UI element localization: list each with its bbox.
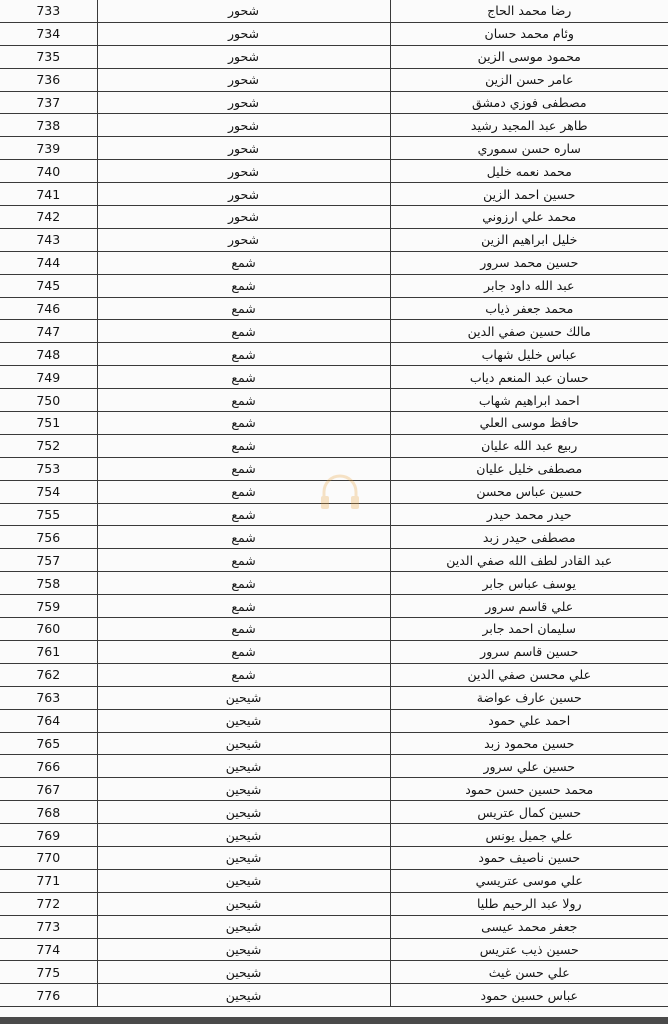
town-cell: شمع [97, 663, 390, 686]
table-row [0, 755, 668, 778]
town-cell: شمع [97, 297, 390, 320]
row-number: 757 [0, 549, 97, 572]
town-cell: شحور [97, 183, 390, 206]
person-name-cell: حسين عارف عواضة [390, 686, 668, 709]
table-row [0, 618, 668, 641]
person-name-cell: مصطفى خليل عليان [390, 457, 668, 480]
town-cell: شمع [97, 434, 390, 457]
town-cell: شمع [97, 526, 390, 549]
person-name-cell: حسين قاسم سرور [390, 640, 668, 663]
row-number: 733 [0, 0, 97, 22]
row-number: 772 [0, 892, 97, 915]
table-row [0, 91, 668, 114]
table-row [0, 663, 668, 686]
row-number: 752 [0, 434, 97, 457]
town-cell: شمع [97, 457, 390, 480]
town-cell: شمع [97, 343, 390, 366]
town-cell: شيحين [97, 915, 390, 938]
table-row [0, 846, 668, 869]
row-number: 771 [0, 869, 97, 892]
town-cell: شيحين [97, 755, 390, 778]
town-cell: شيحين [97, 846, 390, 869]
row-number: 739 [0, 137, 97, 160]
person-name-cell: محمد حسين حسن حمود [390, 778, 668, 801]
person-name-cell: ربيع عبد الله عليان [390, 434, 668, 457]
table-row [0, 183, 668, 206]
table-row [0, 0, 668, 22]
town-cell: شمع [97, 618, 390, 641]
person-name-cell: مصطفى حيدر زبد [390, 526, 668, 549]
town-cell: شحور [97, 45, 390, 68]
row-number: 756 [0, 526, 97, 549]
table-row [0, 297, 668, 320]
table-row [0, 366, 668, 389]
person-name-cell: ساره حسن سموري [390, 137, 668, 160]
table-row [0, 801, 668, 824]
person-name-cell: حسين عباس محسن [390, 480, 668, 503]
person-name-cell: محمد علي ارزوني [390, 206, 668, 229]
table-row [0, 686, 668, 709]
town-cell: شمع [97, 366, 390, 389]
row-number: 751 [0, 412, 97, 435]
person-name-cell: عبد الله داود جابر [390, 274, 668, 297]
person-name-cell: حسين احمد الزين [390, 183, 668, 206]
table-row [0, 709, 668, 732]
row-number: 750 [0, 389, 97, 412]
table-row [0, 45, 668, 68]
town-cell: شمع [97, 572, 390, 595]
table-row [0, 137, 668, 160]
town-cell: شمع [97, 595, 390, 618]
town-cell: شحور [97, 137, 390, 160]
town-cell: شحور [97, 68, 390, 91]
row-number: 773 [0, 915, 97, 938]
person-name-cell: حسين محمد سرور [390, 251, 668, 274]
table-row [0, 915, 668, 938]
person-name-cell: علي محسن صفي الدين [390, 663, 668, 686]
row-number: 743 [0, 228, 97, 251]
person-name-cell: علي حسن غيث [390, 961, 668, 984]
row-number: 775 [0, 961, 97, 984]
row-number: 762 [0, 663, 97, 686]
person-name-cell: حسين محمود زبد [390, 732, 668, 755]
person-name-cell: سليمان احمد جابر [390, 618, 668, 641]
town-cell: شيحين [97, 732, 390, 755]
person-name-cell: محمد نعمه خليل [390, 160, 668, 183]
table-row [0, 961, 668, 984]
town-cell: شحور [97, 91, 390, 114]
table-row [0, 526, 668, 549]
table-row [0, 640, 668, 663]
person-name-cell: احمد علي حمود [390, 709, 668, 732]
table-row [0, 389, 668, 412]
person-name-cell: علي قاسم سرور [390, 595, 668, 618]
person-name-cell: عباس خليل شهاب [390, 343, 668, 366]
table-row [0, 732, 668, 755]
row-number: 769 [0, 824, 97, 847]
table-row [0, 778, 668, 801]
row-number: 776 [0, 984, 97, 1007]
table-row [0, 984, 668, 1007]
person-name-cell: طاهر عبد المجيد رشيد [390, 114, 668, 137]
row-number: 735 [0, 45, 97, 68]
person-name-cell: حسان عبد المنعم دياب [390, 366, 668, 389]
table-row [0, 22, 668, 45]
row-number: 748 [0, 343, 97, 366]
town-cell: شمع [97, 549, 390, 572]
row-number: 770 [0, 846, 97, 869]
person-name-cell: مالك حسين صفي الدين [390, 320, 668, 343]
town-cell: شيحين [97, 709, 390, 732]
town-cell: شمع [97, 274, 390, 297]
person-name-cell: حسين كمال عتريس [390, 801, 668, 824]
table-row [0, 938, 668, 961]
person-name-cell: محمود موسى الزين [390, 45, 668, 68]
row-number: 738 [0, 114, 97, 137]
row-number: 741 [0, 183, 97, 206]
bottom-edge-bar [0, 1017, 668, 1024]
town-cell: شمع [97, 503, 390, 526]
person-name-cell: جعفر محمد عيسى [390, 915, 668, 938]
row-number: 734 [0, 22, 97, 45]
row-number: 755 [0, 503, 97, 526]
town-cell: شحور [97, 206, 390, 229]
table-row [0, 892, 668, 915]
row-number: 740 [0, 160, 97, 183]
table-row [0, 549, 668, 572]
town-cell: شيحين [97, 686, 390, 709]
row-number: 759 [0, 595, 97, 618]
row-number: 763 [0, 686, 97, 709]
town-cell: شيحين [97, 984, 390, 1007]
town-cell: شيحين [97, 778, 390, 801]
town-cell: شمع [97, 640, 390, 663]
row-number: 768 [0, 801, 97, 824]
row-number: 764 [0, 709, 97, 732]
town-cell: شمع [97, 251, 390, 274]
town-cell: شحور [97, 114, 390, 137]
town-cell: شيحين [97, 938, 390, 961]
row-number: 742 [0, 206, 97, 229]
town-cell: شمع [97, 389, 390, 412]
person-name-cell: عبد القادر لطف الله صفي الدين [390, 549, 668, 572]
table-row [0, 320, 668, 343]
person-name-cell: حسين ذيب عتريس [390, 938, 668, 961]
town-cell: شيحين [97, 961, 390, 984]
town-cell: شحور [97, 0, 390, 22]
table-row [0, 412, 668, 435]
row-number: 745 [0, 274, 97, 297]
person-name-cell: حافظ موسى العلي [390, 412, 668, 435]
town-cell: شحور [97, 160, 390, 183]
row-number: 766 [0, 755, 97, 778]
person-name-cell: حيدر محمد حيدر [390, 503, 668, 526]
person-name-cell: علي موسى عتريسي [390, 869, 668, 892]
table-row [0, 114, 668, 137]
person-name-cell: رضا محمد الحاج [390, 0, 668, 22]
table-row [0, 228, 668, 251]
person-name-cell: مصطفى فوزي دمشق [390, 91, 668, 114]
town-cell: شيحين [97, 824, 390, 847]
table-row [0, 343, 668, 366]
row-number: 736 [0, 68, 97, 91]
person-name-cell: علي جميل يونس [390, 824, 668, 847]
town-cell: شمع [97, 412, 390, 435]
town-cell: شيحين [97, 869, 390, 892]
town-cell: شيحين [97, 801, 390, 824]
row-number: 749 [0, 366, 97, 389]
table-row [0, 68, 668, 91]
table-row [0, 595, 668, 618]
person-name-cell: يوسف عباس جابر [390, 572, 668, 595]
town-cell: شمع [97, 320, 390, 343]
row-number: 754 [0, 480, 97, 503]
town-cell: شمع [97, 480, 390, 503]
table-row [0, 251, 668, 274]
table-row [0, 869, 668, 892]
town-cell: شيحين [97, 892, 390, 915]
person-name-cell: عباس حسين حمود [390, 984, 668, 1007]
town-cell: شحور [97, 22, 390, 45]
row-number: 774 [0, 938, 97, 961]
row-number: 737 [0, 91, 97, 114]
person-name-cell: رولا عبد الرحيم طليا [390, 892, 668, 915]
table-row [0, 274, 668, 297]
row-number: 744 [0, 251, 97, 274]
row-number: 765 [0, 732, 97, 755]
row-number: 746 [0, 297, 97, 320]
person-name-cell: حسين علي سرور [390, 755, 668, 778]
person-name-cell: وئام محمد حسان [390, 22, 668, 45]
table-row [0, 206, 668, 229]
row-number: 760 [0, 618, 97, 641]
row-number: 758 [0, 572, 97, 595]
table-row [0, 572, 668, 595]
table-row [0, 824, 668, 847]
person-name-cell: احمد ابراهيم شهاب [390, 389, 668, 412]
headphones-icon [318, 472, 362, 512]
person-name-cell: عامر حسن الزين [390, 68, 668, 91]
table-row [0, 434, 668, 457]
row-number: 753 [0, 457, 97, 480]
person-name-cell: خليل ابراهيم الزين [390, 228, 668, 251]
town-cell: شحور [97, 228, 390, 251]
row-number: 767 [0, 778, 97, 801]
table-row [0, 160, 668, 183]
row-number: 761 [0, 640, 97, 663]
row-number: 747 [0, 320, 97, 343]
person-name-cell: حسين ناصيف حمود [390, 846, 668, 869]
person-name-cell: محمد جعفر ذياب [390, 297, 668, 320]
